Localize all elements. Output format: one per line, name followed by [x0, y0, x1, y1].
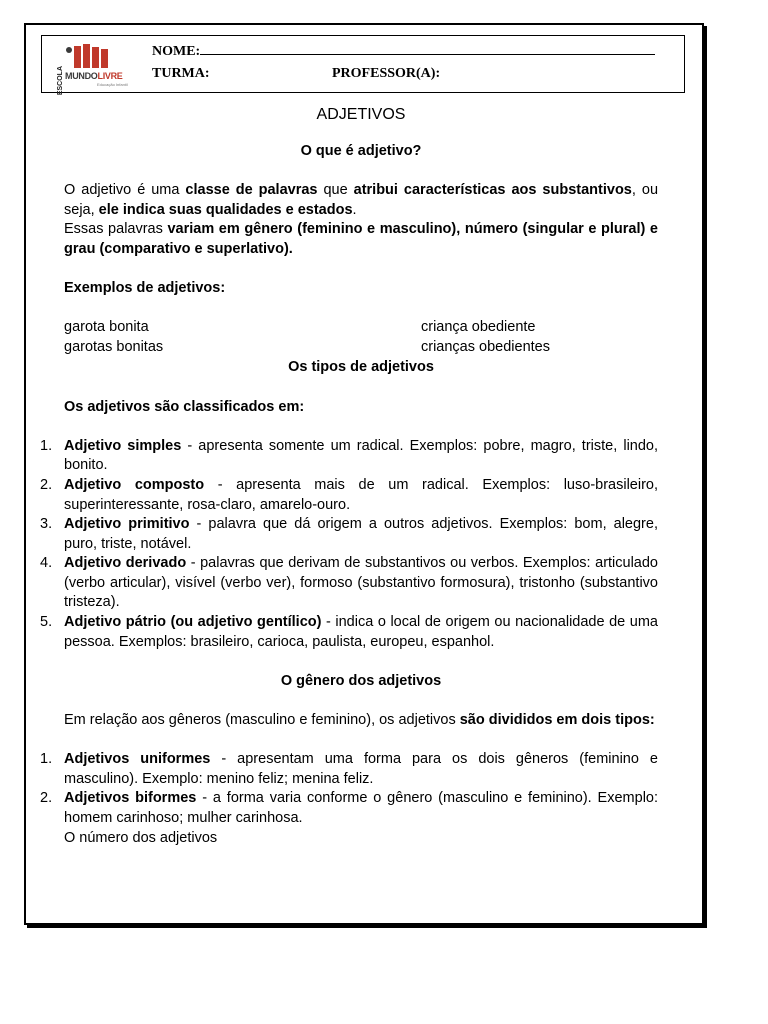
number-heading: O número dos adjetivos — [64, 829, 218, 846]
class-field-label: TURMA: — [152, 66, 210, 81]
section-heading-gender: O gênero dos adjetivos — [280, 672, 442, 689]
worksheet-frame — [24, 23, 704, 925]
worksheet-content — [40, 105, 659, 848]
logo-word-mundolivre: MUNDOLIVRE — [65, 71, 123, 81]
types-intro: Os adjetivos são classificados em: — [64, 398, 305, 415]
section-heading-types: Os tipos de adjetivos — [288, 359, 434, 376]
teacher-field-label: PROFESSOR(A): — [332, 66, 441, 81]
logo-columns-icon — [65, 44, 115, 70]
logo-tagline: Educação Infantil — [97, 82, 128, 87]
intro-paragraph-2: Essas palavras variam em gênero (feminino e masculino), número (singular e plural) e grau (comparativo e superlativo). — [64, 221, 658, 257]
gender-list — [40, 750, 659, 828]
list-item: 1. Adjetivo simples - apresenta somente um radical. Exemplos: pobre, magro, triste, lindo, bonito. — [40, 437, 659, 474]
gender-intro: Em relação aos gêneros (masculino e feminino), os adjetivos são divididos em dois tipos: — [64, 712, 655, 729]
examples-heading: Exemplos de adjetivos: — [64, 280, 226, 297]
list-item: 5. Adjetivo pátrio (ou adjetivo gentílico) - indica o local de origem ou nacionalidade de uma pessoa. Exemplos: brasileiro, carioca, paulista, europeu, espanhol. — [40, 614, 658, 650]
section-heading-what-is: O que é adjetivo? — [300, 143, 422, 159]
list-item: 2. Adjetivo composto - apresenta mais de um radical. Exemplos: luso-brasileiro, superinteressante, rosa-claro, amarelo-ouro. — [40, 476, 659, 513]
name-field[interactable]: NOME: — [152, 41, 655, 60]
list-item: 3. Adjetivo primitivo - palavra que dá origem a outros adjetivos. Exemplos: bom, alegre, puro, triste, notável. — [40, 516, 658, 552]
example-item: garotas bonitas — [64, 338, 164, 355]
examples-grid — [64, 318, 658, 358]
list-item: 2. Adjetivos biformes - a forma varia conforme o gênero (masculino e feminino). Exemplo: homem carinhoso; mulher carinhosa. — [40, 790, 659, 826]
list-item: 4. Adjetivo derivado - palavras que derivam de substantivos ou verbos. Exemplos: articulado (verbo articular), visível (verbo ver), formoso (substantivo formosura), tristonho (substantivo tristeza). — [40, 555, 658, 611]
types-list — [40, 437, 659, 653]
intro-paragraph: O adjetivo é uma classe de palavras que atribui características aos substantivos, ou seja, ele indica suas qualidades e estados. — [64, 182, 659, 218]
page-title: ADJETIVOS — [316, 106, 406, 123]
list-item: 1. Adjetivos uniformes - apresentam uma forma para os dois gêneros (feminino e masculino). Exemplo: menino feliz; menina feliz. — [40, 751, 658, 787]
logo-word-escola: ESCOLA — [57, 66, 64, 96]
example-item: crianças obedientes — [421, 338, 550, 355]
school-logo — [57, 44, 129, 96]
example-item: criança obediente — [421, 319, 536, 336]
header-box — [41, 35, 685, 96]
example-item: garota bonita — [64, 319, 149, 336]
